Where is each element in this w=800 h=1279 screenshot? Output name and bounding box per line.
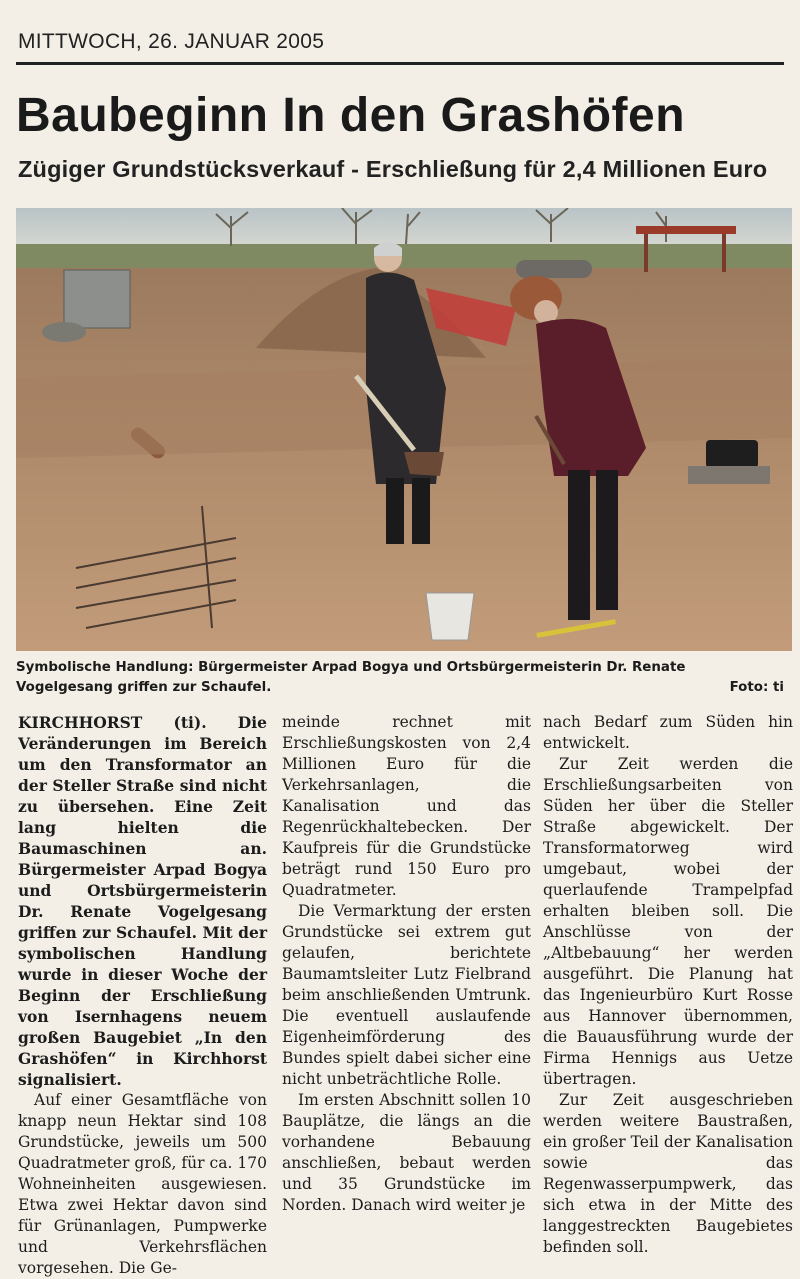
caption-text: Symbolische Handlung: Bürgermeister Arpad Bogya und Ortsbürgermeisterin Dr. Renate Vogelgesang griffen zur Schaufel.: [16, 660, 686, 695]
article-photo: [16, 208, 792, 651]
article-column-1: [18, 712, 267, 1279]
article-lead: KIRCHHORST (ti). Die Veränderungen im Bereich um den Transformator an der Steller Straße sind nicht zu übersehen. Eine Zeit lang hielten die Baumaschinen an. Bürgermeister Arpad Bogya und Ortsbürgermeisterin Dr. Renate Vogelgesang griffen zur Schaufel. Mit der symbolischen Handlung wurde in dieser Woche der Beginn der Erschließung von Isernhagens neuem großen Baugebiet „In den Grashöfen“ in Kirchhorst signalisiert.: [18, 713, 267, 1089]
header-rule: [16, 62, 784, 65]
article-paragraph: meinde rechnet mit Erschließungskosten von 2,4 Millionen Euro für die Verkehrsanlagen, die Kanalisation und das Regenrückhaltebecken. Der Kaufpreis für die Grundstücke beträgt rund 150 Euro pro Quadratmeter.: [282, 713, 531, 899]
photo-caption: [16, 658, 784, 698]
article-paragraph: Auf einer Gesamtfläche von knapp neun Hektar sind 108 Grundstücke, jeweils um 500 Quadratmeter groß, für ca. 170 Wohneinheiten ausgewiesen. Etwa zwei Hektar davon sind für Grünanlagen, Pumpwerke und Verkehrsflächen vorgesehen. Die Ge-: [18, 1091, 267, 1277]
headline: Baubeginn In den Grashöfen: [16, 89, 686, 142]
dateline: MITTWOCH, 26. JANUAR 2005: [18, 30, 325, 53]
article-paragraph: nach Bedarf zum Süden hin entwickelt.: [543, 713, 793, 752]
article-paragraph: Die Vermarktung der ersten Grundstücke sei extrem gut gelaufen, berichtete Baumamtsleiter Lutz Fielbrand beim anschließenden Umtrunk. Die eventuell auslaufende Eigenheimförderung des Bundes spielt dabei sicher eine nicht unbeträchtliche Rolle.: [282, 902, 531, 1088]
photo-credit: Foto: ti: [729, 680, 784, 695]
photo-illustration: [16, 208, 792, 651]
article-column-3: [543, 712, 793, 1258]
article-paragraph: Zur Zeit werden die Erschließungsarbeiten von Süden her über die Steller Straße abgewickelt. Der Transformatorweg wird umgebaut, wobei der querlaufende Trampelpfad erhalten bleiben soll. Die Anschlüsse von der „Altbebauung“ her werden ausgeführt. Die Planung hat das Ingenieurbüro Kurt Rosse aus Hannover übernommen, die Bauausführung wurde der Firma Hennigs aus Uetze übertragen.: [543, 755, 793, 1088]
article-column-2: [282, 712, 531, 1216]
article-paragraph: Zur Zeit ausgeschrieben werden weitere Baustraßen, ein großer Teil der Kanalisation sowie das Regenwasserpumpwerk, das sich etwa in der Mitte des langgestreckten Baugebietes befinden soll.: [543, 1091, 793, 1256]
subheadline: Zügiger Grundstücksverkauf - Erschließung für 2,4 Millionen Euro: [18, 156, 768, 182]
article-paragraph: Im ersten Abschnitt sollen 10 Bauplätze, die längs an die vorhandene Bebauung anschließen, bebaut werden und 35 Grundstücke im Norden. Danach wird weiter je: [282, 1091, 531, 1214]
